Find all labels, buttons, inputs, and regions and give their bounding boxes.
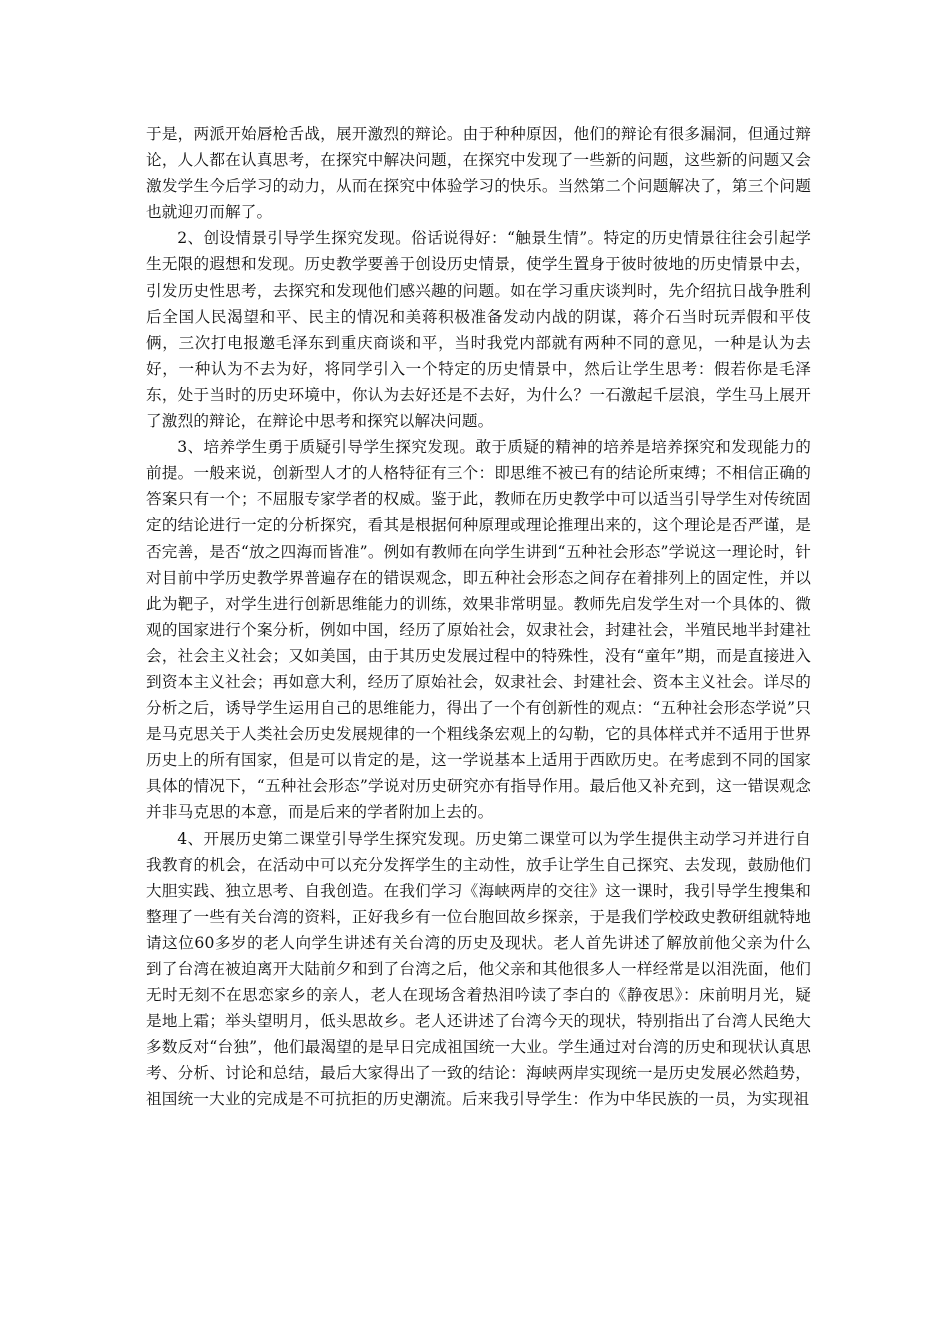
paragraph-debate-continuation: 于是，两派开始唇枪舌战，展开激烈的辩论。由于种种原因，他们的辩论有很多漏洞，但通过辩论，人人都在认真思考，在探究中解决问题，在探究中发现了一些新的问题，这些新的问题又会激发学生今后学习的动力，从而在探究中体验学习的快乐。当然第二个问题解决了，第三个问题也就迎刃而解了。 bbox=[146, 125, 811, 222]
body-text bbox=[146, 121, 811, 1113]
paragraph-historical-scenario: 2、创设情景引导学生探究发现。俗话说得好：“触景生情”。特定的历史情景往往会引起学生无限的遐想和发现。历史教学要善于创设历史情景，使学生置身于彼时彼地的历史情景中去，引发历史性思考，去探究和发现他们感兴趣的问题。如在学习重庆谈判时，先介绍抗日战争胜利后全国人民渴望和平、民主的情况和美蒋积极准备发动内战的阴谋，蒋介石当时玩弄假和平伎俩，三次打电报邀毛泽东到重庆商谈和平，当时我党内部就有两种不同的意见，一种是认为去好，一种认为不去为好，将同学引入一个特定的历史情景中，然后让学生思考：假若你是毛泽东，处于当时的历史环境中，你认为去好还是不去好，为什么？一石激起千层浪，学生马上展开了激烈的辩论，在辩论中思考和探究以解决问题。 bbox=[146, 229, 811, 431]
paragraph-questioning-spirit: 3、培养学生勇于质疑引导学生探究发现。敢于质疑的精神的培养是培养探究和发现能力的前提。一般来说，创新型人才的人格特征有三个：即思维不被已有的结论所束缚；不相信正确的答案只有一个；不屈服专家学者的权威。鉴于此，教师在历史教学中可以适当引导学生对传统固定的结论进行一定的分析探究，看其是根据何种原理或理论推理出来的，这个理论是否严谨，是否完善，是否“放之四海而皆准”。例如有教师在向学生讲到“五种社会形态”学说这一理论时，针对目前中学历史教学界普遍存在的错误观念，即五种社会形态之间存在着排列上的固定性，并以此为靶子，对学生进行创新思维能力的训练，效果非常明显。教师先启发学生对一个具体的、微观的国家进行个案分析，例如中国，经历了原始社会，奴隶社会，封建社会，半殖民地半封建社会，社会主义社会；又如美国，由于其历史发展过程中的特殊性，没有“童年”期，而是直接进入到资本主义社会；再如意大利，经历了原始社会，奴隶社会、封建社会、资本主义社会。详尽的分析之后，诱导学生运用自己的思维能力，得出了一个有创新性的观点：“五种社会形态学说”只是马克思关于人类社会历史发展规律的一个粗线条宏观上的勾勒，它的具体样式并不适用于世界历史上的所有国家，但是可以肯定的是，这一学说基本上适用于西欧历史。在考虑到不同的国家具体的情况下，“五种社会形态”学说对历史研究亦有指导作用。最后他又补充到，这一错误观念并非马克思的本意，而是后来的学者附加上去的。 bbox=[146, 438, 811, 822]
paragraph-second-classroom: 4、开展历史第二课堂引导学生探究发现。历史第二课堂可以为学生提供主动学习并进行自我教育的机会，在活动中可以充分发挥学生的主动性，放手让学生自己探究、去发现，鼓励他们大胆实践、独立思考、自我创造。在我们学习《海峡两岸的交往》这一课时，我引导学生搜集和整理了一些有关台湾的资料，正好我乡有一位台胞回故乡探亲，于是我们学校政史教研组就特地请这位60多岁的老人向学生讲述有关台湾的历史及现状。老人首先讲述了解放前他父亲为什么到了台湾在被迫离开大陆前夕和到了台湾之后，他父亲和其他很多人一样经常是以泪洗面，他们无时无刻不在思恋家乡的亲人，老人在现场含着热泪吟读了李白的《静夜思》：床前明月光，疑是地上霜；举头望明月，低头思故乡。老人还讲述了台湾今天的现状，特别指出了台湾人民绝大多数反对“台独”，他们最渴望的是早日完成祖国统一大业。学生通过对台湾的历史和现状认真思考、分析、讨论和总结，最后大家得出了一致的结论：海峡两岸实现统一是历史发展必然趋势，祖国统一大业的完成是不可抗拒的历史潮流。后来我引导学生：作为中华民族的一员，为实现祖 bbox=[146, 829, 811, 1109]
